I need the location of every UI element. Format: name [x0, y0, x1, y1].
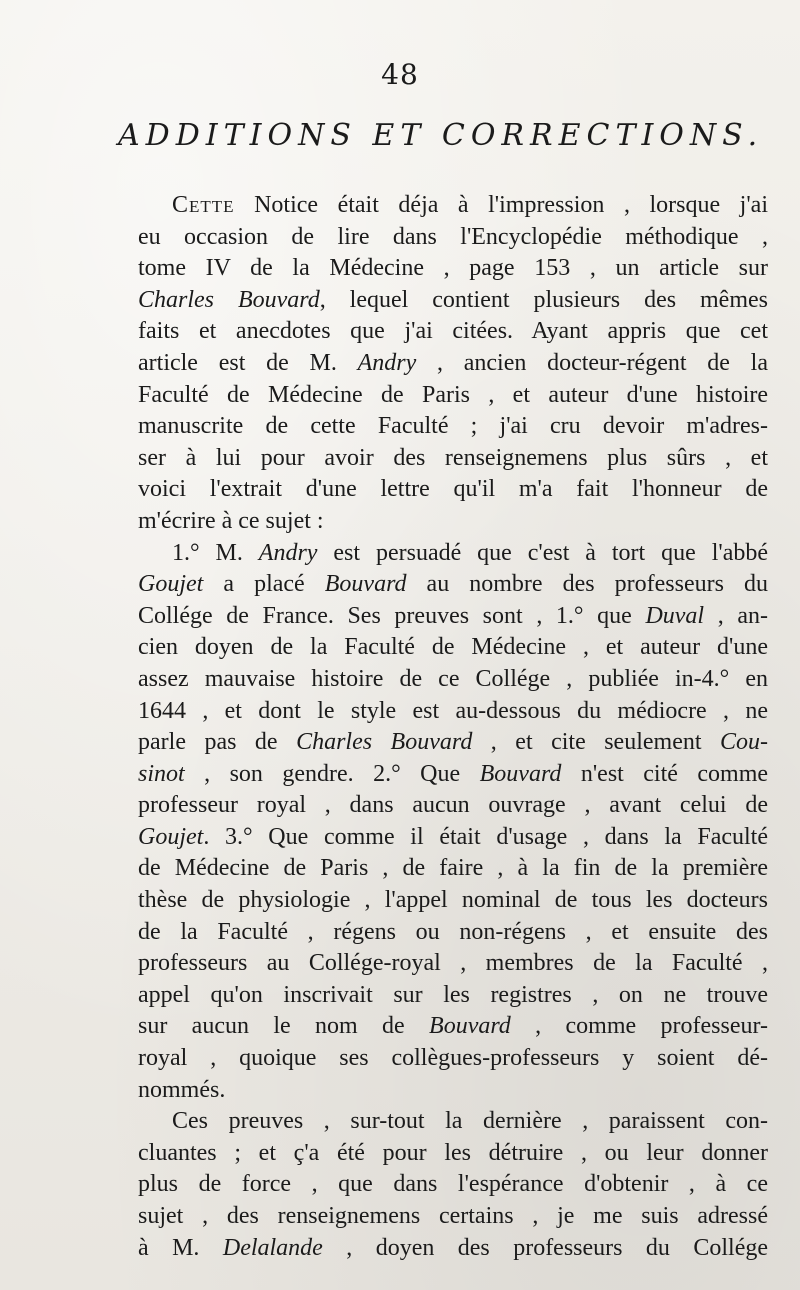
text-segment: professeur royal , dans aucun ouvrage , avant celui de	[138, 792, 768, 819]
text-line	[138, 632, 768, 664]
text-segment: , doyen des professeurs du Collége	[322, 1234, 769, 1261]
text-line	[138, 506, 768, 538]
text-segment: appel qu'on inscrivait sur les registres , on ne trouve	[138, 981, 768, 1008]
italic-segment: Andry	[357, 349, 417, 376]
text-segment: , son gendre. 2.° Que	[184, 760, 480, 787]
text-line	[138, 285, 768, 317]
text-line	[138, 1233, 768, 1265]
text-segment: de Médecine de Paris , de faire , à la fin de la première	[138, 855, 768, 882]
text-segment: m'écrire à ce sujet :	[138, 507, 324, 534]
italic-segment: Charles Bouvard	[138, 286, 320, 313]
text-segment: ser à lui pour avoir des renseignemens plus sûrs , et	[138, 444, 768, 471]
text-segment: nommés.	[138, 1076, 226, 1103]
text-segment: , comme professeur-	[510, 1013, 768, 1040]
text-line	[138, 790, 768, 822]
text-segment: a placé	[203, 571, 325, 598]
text-segment: professeurs au Collége-royal , membres de la Faculté ,	[138, 950, 768, 977]
text-line	[138, 538, 768, 570]
text-line	[138, 696, 768, 728]
text-line	[138, 917, 768, 949]
text-segment: , lequel contient plusieurs des mêmes	[319, 286, 768, 313]
text-line	[138, 1201, 768, 1233]
section-heading: ADDITIONS ET CORRECTIONS.	[118, 118, 764, 153]
text-line	[138, 443, 768, 475]
text-line	[138, 411, 768, 443]
text-line	[138, 316, 768, 348]
text-line	[138, 474, 768, 506]
text-segment: royal , quoique ses collègues-professeurs y soient dé-	[138, 1045, 768, 1072]
text-line	[138, 222, 768, 254]
italic-segment: sinot	[138, 760, 185, 787]
italic-segment: Delalande	[222, 1234, 323, 1261]
text-segment: article est de M.	[138, 349, 358, 376]
text-segment: au nombre des professeurs du	[406, 571, 768, 598]
text-line	[138, 664, 768, 696]
text-line	[138, 1169, 768, 1201]
text-segment: sur aucun le nom de	[138, 1013, 430, 1040]
text-segment: , ancien docteur-régent de la	[416, 349, 768, 376]
text-line	[138, 1043, 768, 1075]
text-line	[138, 727, 768, 759]
text-line	[138, 948, 768, 980]
text-segment: plus de force , que dans l'espérance d'obtenir , à ce	[138, 1171, 768, 1198]
text-line	[138, 853, 768, 885]
text-line	[138, 1011, 768, 1043]
text-segment: Ces preuves , sur-tout la dernière , paraissent con-	[172, 1108, 768, 1135]
italic-segment: Andry	[258, 539, 318, 566]
text-line	[138, 569, 768, 601]
text-line	[138, 822, 768, 854]
text-segment: assez mauvaise histoire de ce Collége , publiée in-4.° en	[138, 665, 768, 692]
text-segment: cien doyen de la Faculté de Médecine , et auteur d'une	[138, 634, 768, 661]
text-segment: , et cite seulement	[472, 729, 721, 756]
text-line	[138, 253, 768, 285]
italic-segment: Bouvard	[324, 571, 407, 598]
text-line	[138, 601, 768, 633]
italic-segment: Goujet	[138, 571, 204, 598]
text-segment: thèse de physiologie , l'appel nominal de tous les docteurs	[138, 887, 768, 914]
text-segment: à M.	[138, 1234, 223, 1261]
text-segment: . 3.° Que comme il était d'usage , dans la Faculté	[203, 823, 768, 850]
text-segment: 1644 , et dont le style est au-dessous du médiocre , ne	[138, 697, 768, 724]
italic-segment: Duval	[645, 602, 705, 629]
text-segment: voici l'extrait d'une lettre qu'il m'a fait l'honneur de	[138, 476, 768, 503]
italic-segment: Goujet	[138, 823, 204, 850]
text-segment: est persuadé que c'est à tort que l'abbé	[317, 539, 769, 566]
text-line	[138, 1138, 768, 1170]
text-line	[138, 980, 768, 1012]
italic-segment: Charles Bouvard	[296, 729, 473, 756]
text-line	[138, 1106, 768, 1138]
text-segment: n'est cité comme	[561, 760, 769, 787]
text-segment: de la Faculté , régens ou non-régens , et ensuite des	[138, 918, 768, 945]
page-number: 48	[381, 58, 419, 91]
text-segment: , an-	[704, 602, 768, 629]
text-line	[138, 190, 768, 222]
text-segment: manuscrite de cette Faculté ; j'ai cru devoir m'adres-	[138, 413, 768, 440]
text-segment: cluantes ; et ç'a été pour les détruire , ou leur donner	[138, 1139, 768, 1166]
small-caps-segment: Cette	[172, 192, 235, 218]
text-segment: 1.° M.	[172, 539, 259, 566]
italic-segment: Bouvard	[479, 760, 562, 787]
text-line	[138, 885, 768, 917]
text-segment: faits et anecdotes que j'ai citées. Ayant appris que cet	[138, 318, 768, 345]
text-segment: Faculté de Médecine de Paris , et auteur d'une histoire	[138, 381, 768, 408]
italic-segment: Bouvard	[429, 1013, 511, 1040]
text-segment: eu occasion de lire dans l'Encyclopédie méthodique ,	[138, 223, 768, 250]
text-segment: Notice était déja à l'impression , lorsque j'ai	[234, 192, 768, 218]
italic-segment: Cou-	[720, 729, 769, 756]
text-line	[138, 759, 768, 791]
text-segment: parle pas de	[138, 729, 297, 756]
text-line	[138, 380, 768, 412]
body-text	[138, 190, 768, 1264]
text-segment: Collége de France. Ses preuves sont , 1.° que	[138, 602, 646, 629]
text-segment: sujet , des renseignemens certains , je me suis adressé	[138, 1203, 768, 1229]
text-segment: tome IV de la Médecine , page 153 , un article sur	[138, 255, 768, 282]
text-line	[138, 348, 768, 380]
text-line	[138, 1075, 768, 1107]
